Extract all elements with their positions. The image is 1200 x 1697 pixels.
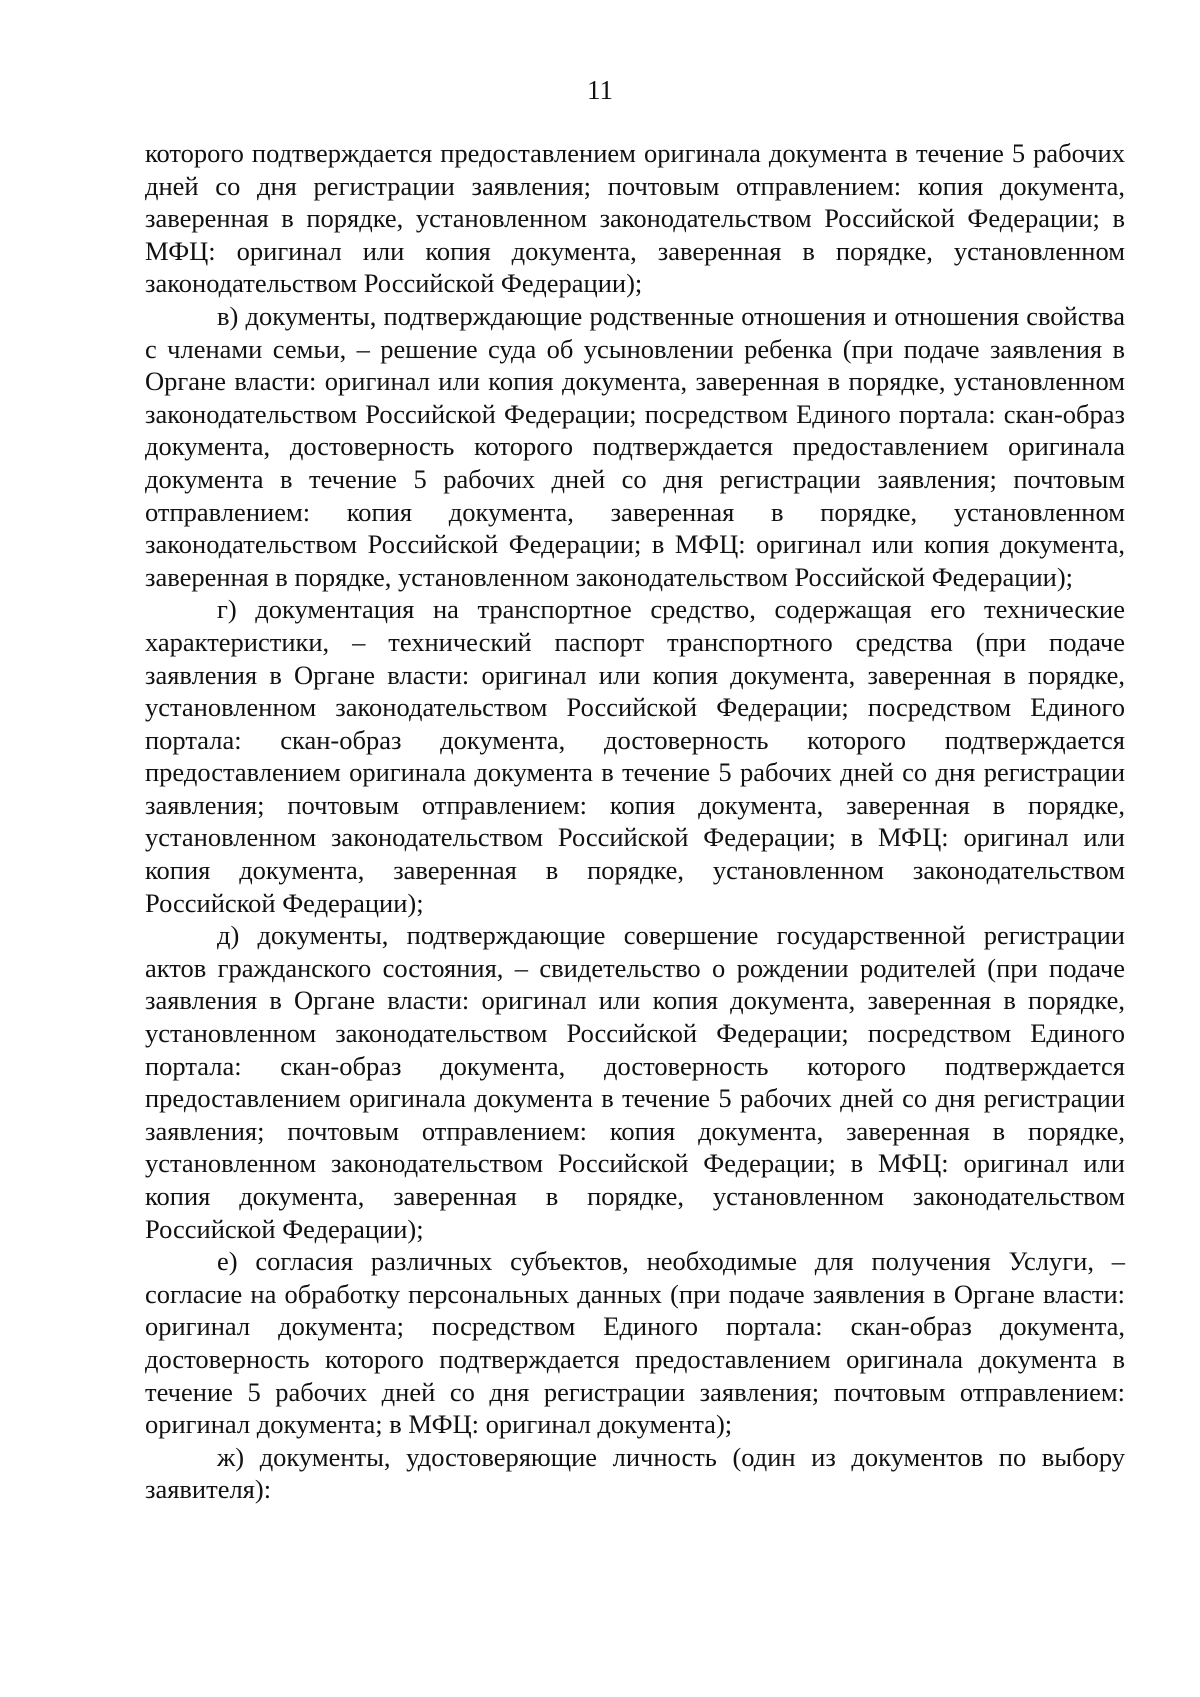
page-number: 11: [587, 75, 613, 105]
paragraph-item-g: г) документация на транспортное средство, содержащая его технические характеристики, – технический паспорт транспортного средства (при подаче заявления в Органе власти: оригинал или копия документа, заверенная в порядке, установленном законодательством Российской Федерации; посредством Единого портала: скан-образ документа, достоверность которого подтверждается предоставлением оригинала документа в течение 5 рабочих дней со дня регистрации заявления; почтовым отправлением: копия документа, заверенная в порядке, установленном законодательством Российской Федерации; в МФЦ: оригинал или копия документа, заверенная в порядке, установленном законодательством Российской Федерации);: [145, 594, 1125, 918]
paragraph-continuation: которого подтверждается предоставлением оригинала документа в течение 5 рабочих дней со дня регистрации заявления; почтовым отправлением: копия документа, заверенная в порядке, установленном законодательством Российской Федерации; в МФЦ: оригинал или копия документа, заверенная в порядке, установленном законодательством Российской Федерации);: [145, 138, 1125, 299]
paragraph-item-zh: ж) документы, удостоверяющие личность (один из документов по выбору заявителя):: [145, 1441, 1125, 1505]
paragraph-item-d: д) документы, подтверждающие совершение государственной регистрации актов гражданского состояния, – свидетельство о рождении родителей (при подаче заявления в Органе власти: оригинал или копия документа, заверенная в порядке, установленном законодательством Российской Федерации; посредством Единого портала: скан-образ документа, достоверность которого подтверждается предоставлением оригинала документа в течение 5 рабочих дней со дня регистрации заявления; почтовым отправлением: копия документа, заверенная в порядке, установленном законодательством Российской Федерации; в МФЦ: оригинал или копия документа, заверенная в порядке, установленном законодательством Российской Федерации);: [145, 920, 1125, 1244]
paragraph-item-e: е) согласия различных субъектов, необходимые для получения Услуги, – согласие на обработку персональных данных (при подаче заявления в Органе власти: оригинал документа; посредством Единого портала: скан-образ документа, достоверность которого подтверждается предоставлением оригинала документа в течение 5 рабочих дней со дня регистрации заявления; почтовым отправлением: оригинал документа; в МФЦ: оригинал документа);: [145, 1246, 1125, 1440]
document-body: [145, 137, 1125, 1506]
paragraph-item-v: в) документы, подтверждающие родственные отношения и отношения свойства с членами семьи, – решение суда об усыновлении ребенка (при подаче заявления в Органе власти: оригинал или копия документа, заверенная в порядке, установленном законодательством Российской Федерации; посредством Единого портала: скан-образ документа, достоверность которого подтверждается предоставлением оригинала документа в течение 5 рабочих дней со дня регистрации заявления; почтовым отправлением: копия документа, заверенная в порядке, установленном законодательством Российской Федерации; в МФЦ: оригинал или копия документа, заверенная в порядке, установленном законодательством Российской Федерации);: [145, 300, 1125, 592]
